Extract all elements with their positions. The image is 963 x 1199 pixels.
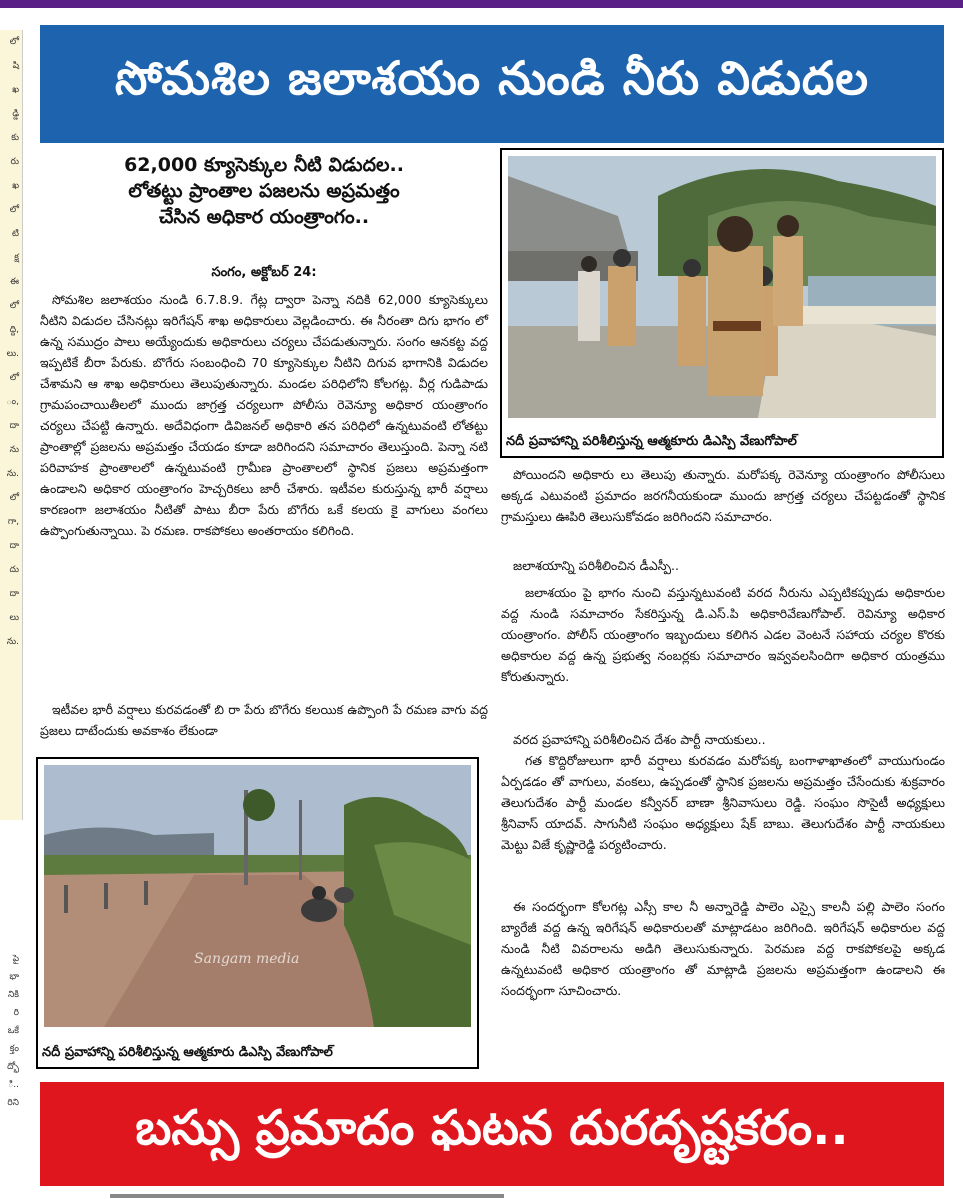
next-article-preview bbox=[40, 1192, 944, 1199]
article-body-left: సోమశిల జలాశయం నుండి 6.7.8.9. గేట్ల ద్వారా పెన్నా నదికి 62,000 క్యూసెక్కులు నీటిని విడుదల చేసినట్లు ఇరిగేషన్ శాఖ అధికారులు వెల్లడించారు. ఈ నీరంతా దిగు భాగం లో ఉన్న సముద్రం పాలు అయ్యేందుకు అధికారులు చర్యలు చేపడుతున్నారు. సంగం ఆనకట్ట వద్ద ఇప్పటికే బీరా పేరుకు. బొగేరు సంబంధించి 70 క్యూసెక్కుల నీటిని దిగువ భాగానికి విడుదల చేశామని ఆ శాఖ అధికారులు తెలుపుతున్నారు. మండల పరిధిలోని కోలగట్ల. వీర్ల గుడిపాడు గ్రామపంచాయితీలలో ముందు జాగ్రత్త చర్యలుగా పోలీసు రెవెన్యూ అధికార యంత్రాంగం చర్యలు చేపట్టి ఉన్నారు. అదేవిధంగా డివిజనల్ అధికారి తన పరిధిలో ఉన్నటువంటి లోతట్టు ప్రాంతాల్లో ప్రజలను అప్రమత్తం చేయడం కూడా జరిగిందని సమాచారం తెలుస్తుంది. పెన్నా నటి పరివాహక ప్రాంతాలలో ఉన్నటువంటి గ్రామీణ ప్రాంతాలలో స్థానిక ప్రజలు అప్రమత్తంగా ఉండాలని అధికార యంత్రాంగం హెచ్చరికలు జారీ చేశారు. ఇటీవల కురుస్తున్న భారీ వర్షాలు కారణంగా జలాశయం నీటితో పాటు బీరా పేరు బొగేరు ఒకే కలయ కై వాగులు వంగలు ఉప్పొంగుతున్నాయి. పె రమణ. రాకపోకలు అంతరాయం కలిగింది. bbox=[40, 292, 488, 538]
section-subheading: జలాశయాన్ని పరిశీలించిన డీఎస్పీ.. bbox=[513, 558, 679, 573]
photo-flooded-road bbox=[36, 757, 479, 1069]
adjacent-column-fragment: ద్భో bbox=[7, 1062, 19, 1072]
article-body-right: గత కొద్దిరోజులుగా భారీ వర్షాలు కురవడం మరోపక్క బంగాళాఖాతంలో వాయుగుండం ఏర్పడడం తో వాగులు, వంకలు, ఉప్పడంతో స్థానిక ప్రజలను అప్రమత్తం చేసేందుకు శుక్రవారం తెలుగుదేశం పార్టీ మండల కన్వీనర్ బాణా శ్రీనివాసులు రెడ్డి. సంఘం సొసైటీ అధ్యక్షులు శ్రీనివాస్ యాదవ్. సాగునీటి సంఘం అధ్యక్షులు షేక్ బాబు. తెలుగుదేశం పార్టీ నాయకులు మెట్టు విజే కృష్ణారెడ్డి పర్యటించారు. bbox=[501, 753, 945, 852]
section-subheading: వరద ప్రవాహాన్ని పరిశీలించిన దేశం పార్టీ నాయకులు.. bbox=[513, 732, 766, 747]
adjacent-column-fragment: లో bbox=[9, 493, 19, 503]
subheadline-line: 62,000 క్యూసెక్కుల నీటి విడుదల.. bbox=[124, 154, 404, 176]
adjacent-column-fragment: భా bbox=[9, 972, 19, 982]
adjacent-column-fragment: ద్ది, bbox=[9, 325, 19, 335]
adjacent-column-fragment: లో bbox=[9, 373, 19, 383]
main-headline: సోమశిల జలాశయం నుండి నీరు విడుదల bbox=[115, 51, 869, 105]
adjacent-column-fragment: రి bbox=[13, 1008, 19, 1018]
subheadline-line: చేసిన అధికార యంత్రాంగం.. bbox=[158, 206, 370, 228]
adjacent-column-fragment: దు bbox=[9, 565, 19, 575]
adjacent-column-fragment: కు bbox=[11, 133, 19, 143]
adjacent-column-fragment: దా bbox=[9, 421, 19, 431]
photo-dsp-inspection bbox=[500, 148, 944, 458]
adjacent-column-fragment: దా bbox=[9, 589, 19, 599]
adjacent-column-fragment: ం, bbox=[6, 397, 19, 407]
adjacent-column-fragment: పై bbox=[12, 954, 19, 964]
dam-photo bbox=[508, 156, 936, 418]
adjacent-column-fragment: ను bbox=[9, 445, 19, 455]
adjacent-column-fragment: లో bbox=[9, 205, 19, 215]
photo-watermark: Sangam media bbox=[194, 951, 300, 967]
photo-caption: నదీ ప్రవాహాన్ని పరిశీలిస్తున్న ఆత్మకూరు డిఎస్పి వేణుగోపాల్ bbox=[42, 1045, 333, 1060]
adjacent-column-fragment: లు bbox=[9, 613, 19, 623]
adjacent-column-fragment: లో bbox=[9, 301, 19, 311]
subheadline bbox=[40, 152, 488, 230]
adjacent-column-fragment: టి bbox=[12, 229, 19, 239]
second-headline: బస్సు ప్రమాదం ఘటన దురదృష్టకరం.. bbox=[135, 1100, 849, 1156]
adjacent-column-fragment: ఈ bbox=[10, 277, 19, 287]
article-body-left-continued: ఇటీవల భారీ వర్షాలు కురవడంతో బి రా పేరు బొగేరు కలయిక ఉప్పొంగి పే రమణ వాగు వద్ద ప్రజలు దాటేందుకు అవకాశం లేకుండా bbox=[40, 702, 488, 738]
article-body-right: పోయిందని అధికారు లు తెలుపు తున్నారు. మరోపక్క రెవెన్యూ యంత్రాంగం పోలీసులు అక్కడ ఎటువంటి ప్రమాదం జరగనీయకుండా ముందు జాగ్రత్త చర్యలు చేపట్టడంతో స్థానిక గ్రామస్తులు ఊపిరి తెలుసుకోవడం జరిగిందని సమాచారం. bbox=[501, 467, 945, 524]
adjacent-column-strip-bottom bbox=[0, 950, 22, 1199]
adjacent-column-strip bbox=[0, 30, 23, 820]
adjacent-column-fragment: గా, bbox=[7, 517, 19, 527]
adjacent-column-fragment: డ్డి bbox=[12, 109, 19, 119]
adjacent-column-fragment: ను. bbox=[6, 637, 19, 647]
adjacent-column-fragment: ఒకే bbox=[7, 1026, 19, 1036]
adjacent-column-fragment: షి bbox=[12, 61, 19, 71]
adjacent-column-fragment: లో bbox=[9, 37, 19, 47]
adjacent-column-fragment: నికి bbox=[7, 990, 19, 1000]
adjacent-column-fragment: ఖ bbox=[12, 85, 19, 95]
adjacent-column-fragment: దా bbox=[9, 541, 19, 551]
headline-banner bbox=[40, 25, 944, 143]
adjacent-column-fragment: లు. bbox=[6, 349, 19, 359]
photo-caption: నదీ ప్రవాహాన్ని పరిశీలిస్తున్న ఆత్మకూరు డిఎస్పి వేణుగోపాల్ bbox=[506, 434, 797, 449]
flood-photo bbox=[44, 765, 471, 1027]
dateline: సంగం, అక్టోబర్ 24: bbox=[211, 265, 317, 280]
second-headline-banner bbox=[40, 1082, 944, 1186]
top-color-bar bbox=[0, 0, 963, 8]
article-body-right: ఈ సందర్భంగా కోలగట్ల ఎస్సీ కాల నీ అన్నారెడ్డి పాలెం ఎస్సై కాలనీ పల్లి పాలెం సంగం బ్యారేజీ వద్ద ఉన్న ఇరిగేషన్ అధికారులతో మాట్లాడటం జరిగింది. ఇరిగేషన్ అధికారుల వద్ద నుండి నీటి వివరాలను అడిగి తెలుసుకున్నారు. పెరమణ వద్ద రాకపోకలపై అక్కడ ఉన్నటువంటి అధికార యంత్రాంగం తో మాట్లాడి ప్రజలను అప్రమత్తంగా ఉండాలని ఈ సందర్భంగా సూచించారు. bbox=[501, 899, 945, 998]
adjacent-column-fragment: రు bbox=[10, 157, 19, 167]
article-body-right: జలాశయం పై భాగం నుంచి వస్తున్నటువంటి వరద నీరును ఎప్పటికప్పుడు అధికారుల వద్ద నుండి సమాచారం సేకరిస్తున్న డి.ఎస్.పి అధికారివేణుగోపాల్. రెవిన్యూ అధికార యంత్రాంగం. పోలీస్ యంత్రాంగం ఇబ్బందులు కలిగిన ఎడల వెంటనే సహాయ చర్యల కొరకు అధికారుల వద్ద ఉన్న ప్రభుత్వ నంబర్లకు సమాచారం ఇవ్వవలసిందిగా అధికార యంత్రము కోరుతున్నారు. bbox=[501, 585, 945, 684]
adjacent-column-fragment: ఖ bbox=[12, 181, 19, 191]
adjacent-column-fragment: క్ష bbox=[14, 253, 19, 263]
adjacent-column-fragment: క్తం bbox=[9, 1044, 19, 1054]
subheadline-line: లోతట్టు ప్రాంతాల పజలను అప్రమత్తం bbox=[128, 180, 400, 202]
adjacent-column-fragment: రిని bbox=[7, 1098, 19, 1108]
adjacent-column-fragment: ను. bbox=[6, 469, 19, 479]
adjacent-column-fragment: ి.. bbox=[8, 1080, 19, 1090]
